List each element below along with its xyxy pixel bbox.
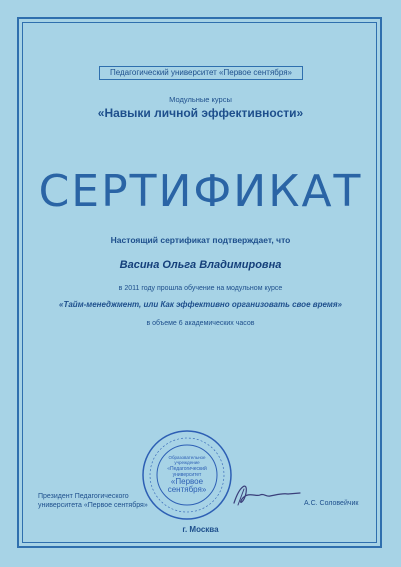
stamp-line-1: Образовательное [168,455,206,460]
confirmation-text: Настоящий сертификат подтверждает, что [110,235,291,245]
president-line-1: Президент Педагогического [38,493,129,500]
certificate-title: СЕРТИФИКАТ [38,166,363,217]
year-line: в 2011 году прошла обучение на модульном курсе [118,285,283,292]
stamp-line-3: «Педагогический [167,466,207,472]
president-line-2: университета «Первое сентября» [38,502,148,509]
stamp-line-2: учреждение [174,460,200,465]
course-kind: Модульные курсы [169,95,232,104]
university-header: Педагогический университет «Первое сентября» [99,66,303,80]
stamp-line-5: «Первое [170,477,204,486]
course-name: «Тайм-менеджмент, или Как эффективно организовать свое время» [59,300,342,309]
university-stamp [141,429,233,521]
signer-name: А.С. Соловейчик [304,500,359,507]
stamp-line-4: университет [172,472,202,478]
hours-line: в объеме 6 академических часов [146,320,255,327]
city: г. Москва [182,525,219,534]
recipient-name: Васина Ольга Владимировна [119,259,282,271]
stamp-line-6: сентября» [167,485,207,494]
signature [230,475,305,510]
course-title: «Навыки личной эффективности» [97,106,304,120]
president-title [38,492,148,510]
